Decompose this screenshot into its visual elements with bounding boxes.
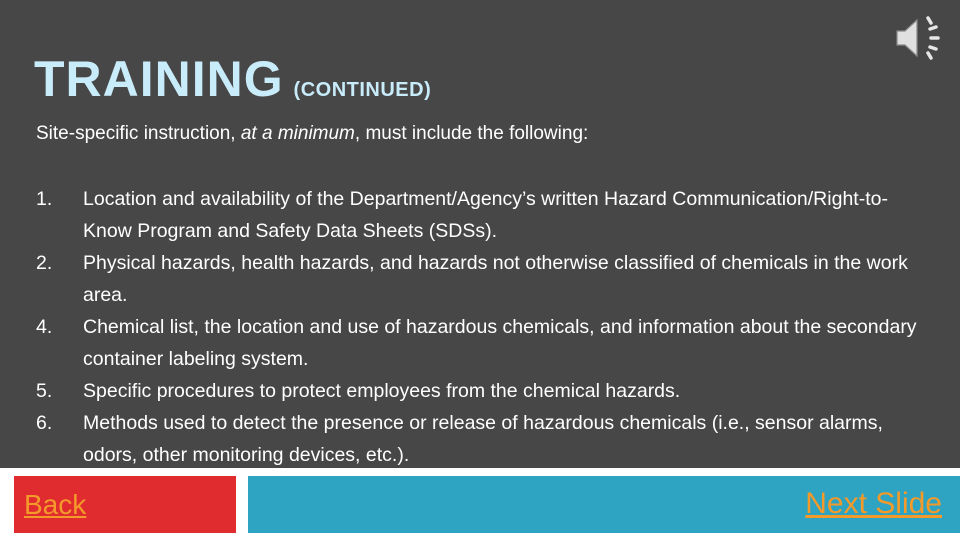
title-main: TRAINING (34, 51, 284, 107)
item-text: Methods used to detect the presence or release of hazardous chemicals (i.e., sensor alarms, odors, other monitoring devices, etc.). (83, 412, 883, 466)
intro-before: Site-specific instruction, (36, 123, 241, 144)
back-link[interactable]: Back (24, 489, 87, 520)
list-item (36, 311, 936, 375)
list-item (36, 183, 936, 247)
item-number: 4. (36, 316, 53, 338)
item-number: 5. (36, 380, 53, 402)
item-number: 2. (36, 252, 53, 274)
title-sub: (CONTINUED) (293, 79, 432, 101)
item-number: 6. (36, 412, 53, 434)
speaker-audio-icon[interactable] (893, 14, 945, 62)
item-text: Location and availability of the Department/Agency’s written Hazard Communication/Right-to-Know Program and Safety Data Sheets (SDSs). (83, 188, 888, 242)
next-slide-link[interactable]: Next Slide (805, 487, 942, 520)
list-item (36, 247, 936, 311)
item-text: Specific procedures to protect employees from the chemical hazards. (83, 380, 681, 402)
intro-after: , must include the following: (354, 123, 589, 144)
item-text: Chemical list, the location and use of hazardous chemicals, and information about the secondary container labeling system. (83, 316, 917, 370)
item-text: Physical hazards, health hazards, and hazards not otherwise classified of chemicals in the work area. (83, 252, 908, 306)
next-slide-button[interactable] (248, 476, 960, 533)
list-item (36, 407, 936, 471)
list-item (36, 375, 936, 407)
intro-emphasis: at a minimum (240, 123, 355, 144)
intro-text (36, 123, 588, 145)
back-button[interactable] (14, 476, 236, 533)
requirements-list (36, 183, 936, 471)
item-number: 1. (36, 188, 53, 210)
page-title (34, 50, 431, 108)
